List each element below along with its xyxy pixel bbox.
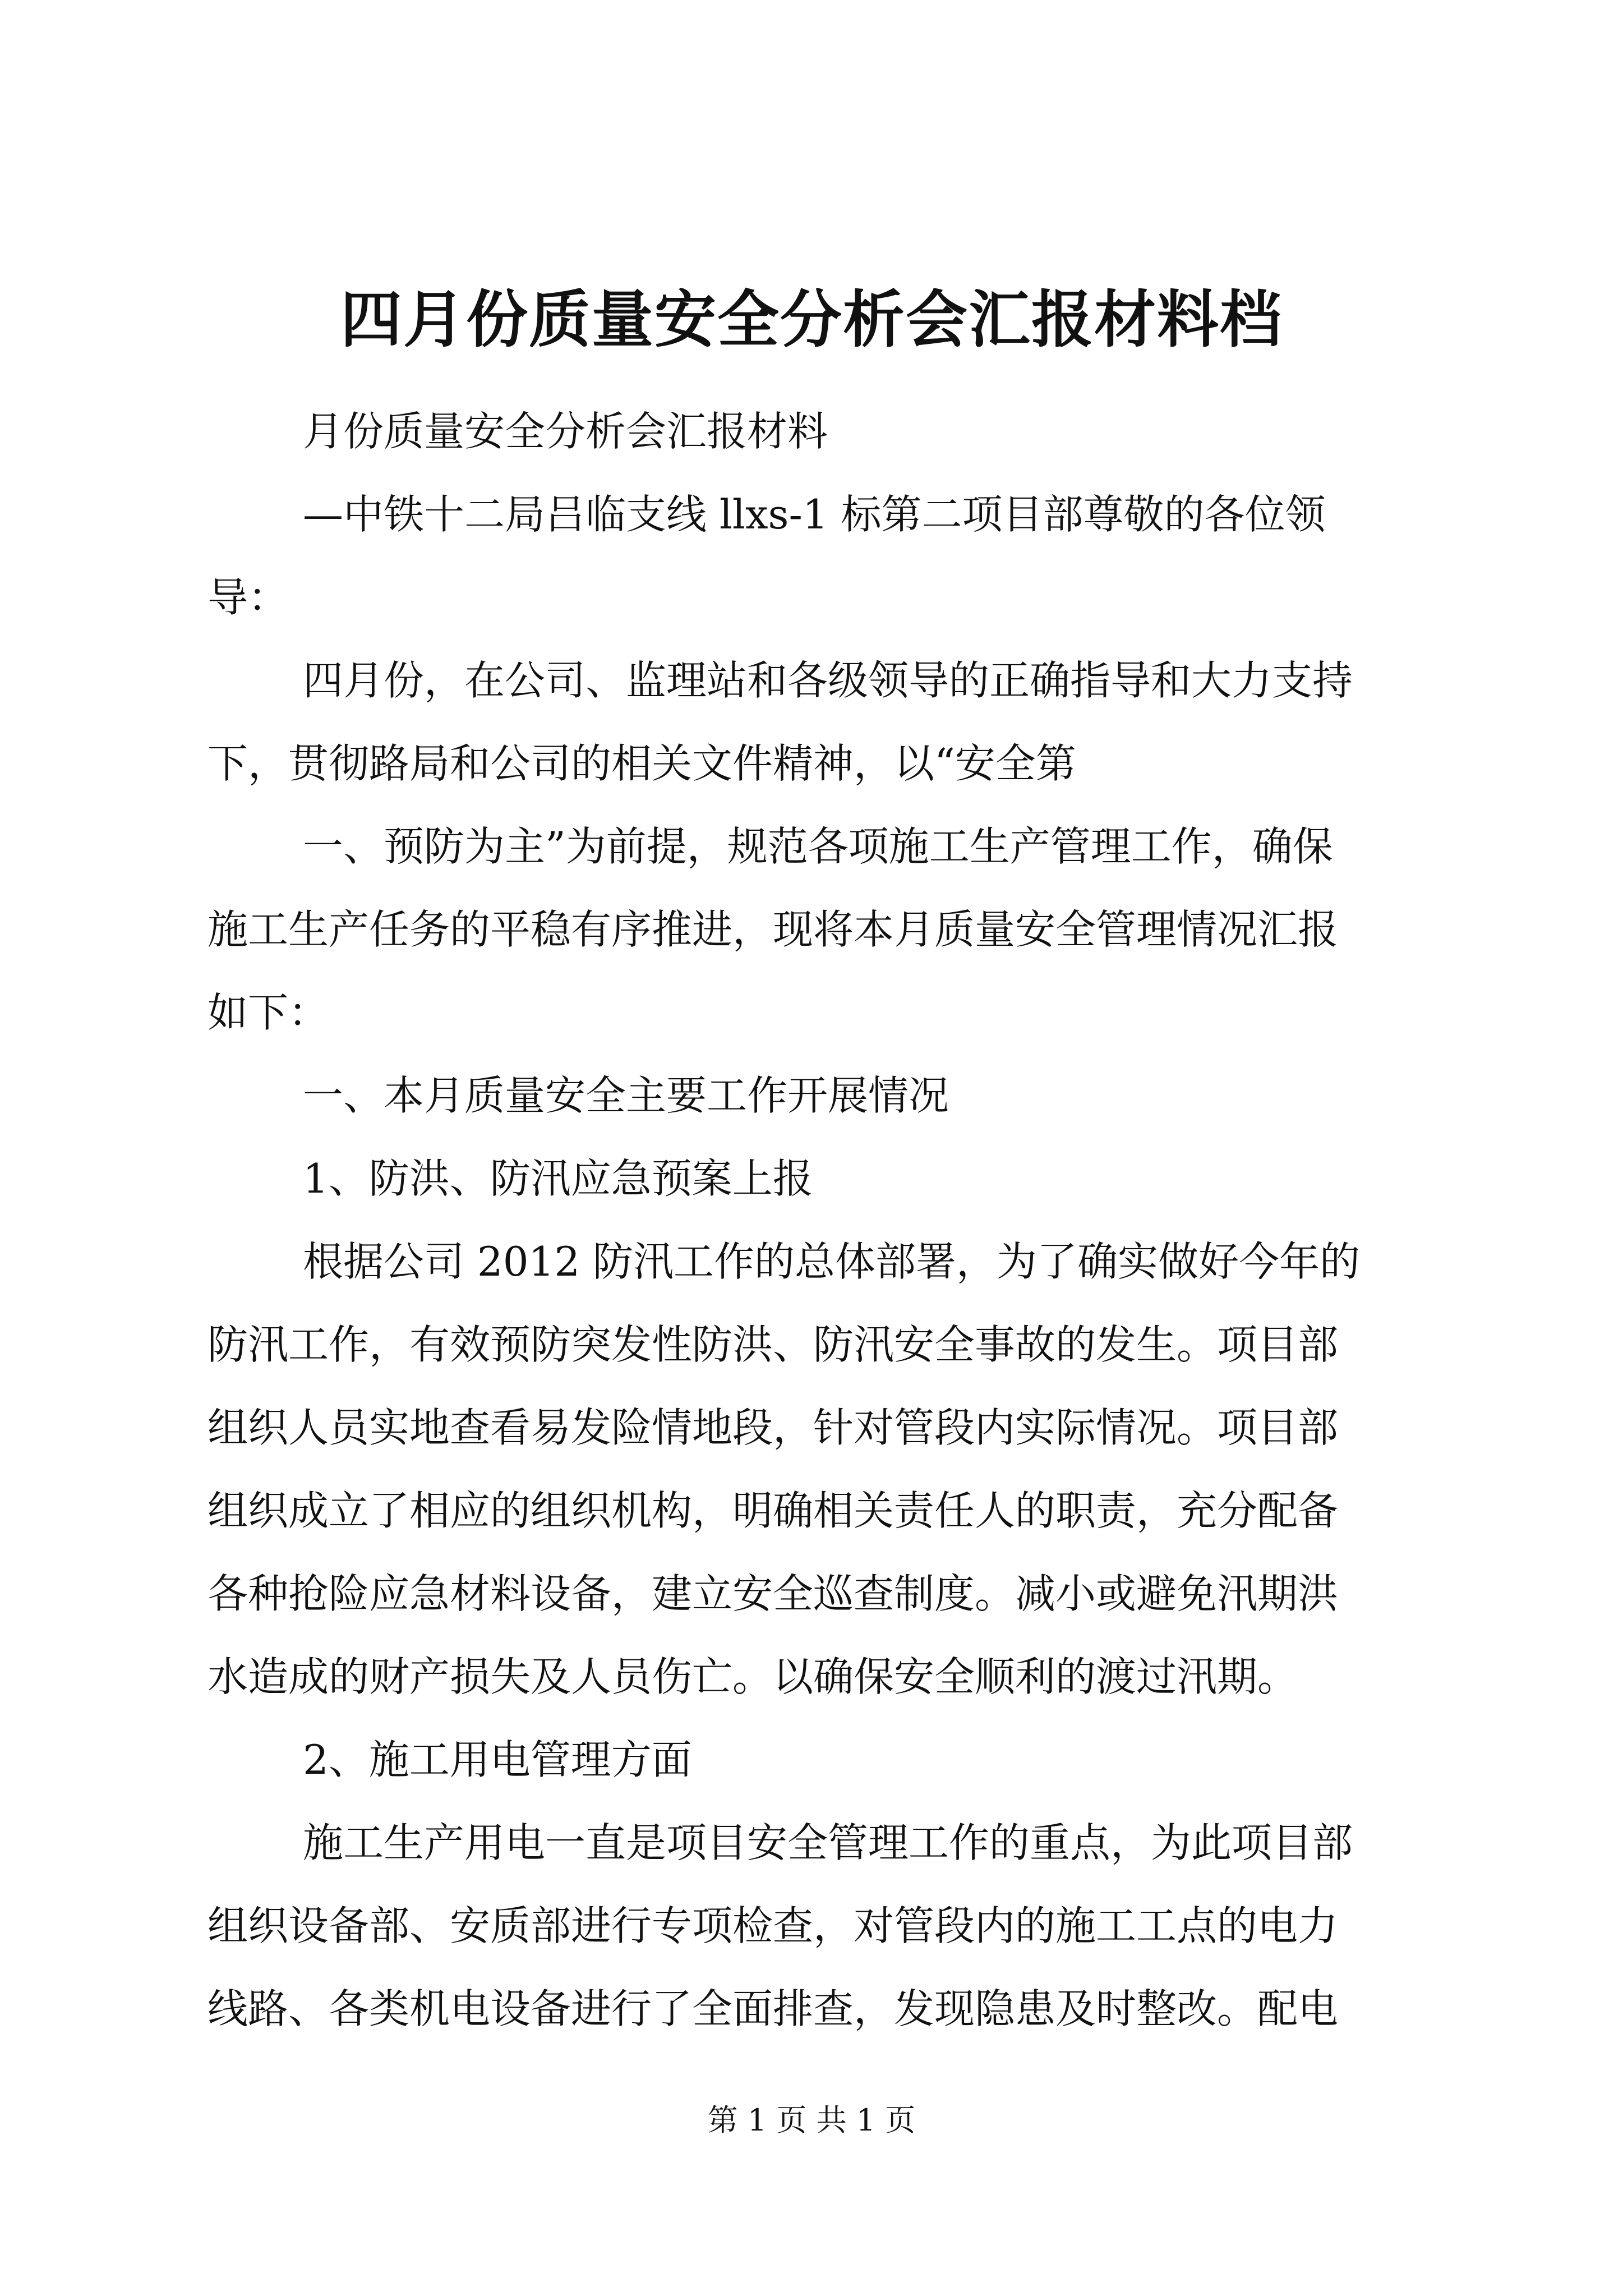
subsection-heading: 2、施工用电管理方面 xyxy=(303,1736,692,1783)
paragraph-line: 组织人员实地查看易发险情地段，针对管段内实际情况。项目部 xyxy=(208,1404,1339,1451)
page-footer: 第 1 页 共 1 页 xyxy=(707,2102,916,2138)
section-heading: 一、本月质量安全主要工作开展情况 xyxy=(303,1072,949,1119)
paragraph-line: 水造成的财产损失及人员伤亡。以确保安全顺利的渡过汛期。 xyxy=(208,1653,1298,1700)
paragraph-line: 一、预防为主”为前提，规范各项施工生产管理工作，确保 xyxy=(303,823,1333,870)
paragraph-line: 下，贯彻路局和公司的相关文件精神，以“安全第 xyxy=(208,740,1076,787)
paragraph-line: 组织设备部、安质部进行专项检查，对管段内的施工工点的电力 xyxy=(208,1902,1339,1949)
paragraph-line: 各种抢险应急材料设备，建立安全巡查制度。减小或避免汛期洪 xyxy=(208,1570,1339,1617)
paragraph-line: 组织成立了相应的组织机构，明确相关责任人的职责，充分配备 xyxy=(208,1487,1339,1534)
paragraph-line: 线路、各类机电设备进行了全面排查，发现隐患及时整改。配电 xyxy=(208,1985,1339,2032)
paragraph-line: 施工生产任务的平稳有序推进，现将本月质量安全管理情况汇报 xyxy=(208,906,1339,953)
paragraph-line: 四月份，在公司、监理站和各级领导的正确指导和大力支持 xyxy=(303,657,1353,704)
paragraph-line: 根据公司 2012 防汛工作的总体部署，为了确实做好今年的 xyxy=(303,1238,1361,1285)
paragraph-line: 施工生产用电一直是项目安全管理工作的重点，为此项目部 xyxy=(303,1819,1353,1866)
document-body xyxy=(208,390,1424,2050)
document-title: 四月份质量安全分析会汇报材料档 xyxy=(340,283,1283,356)
paragraph-line: 如下： xyxy=(208,989,329,1036)
paragraph-line: 月份质量安全分析会汇报材料 xyxy=(303,408,828,455)
paragraph-line: 防汛工作，有效预防突发性防洪、防汛安全事故的发生。项目部 xyxy=(208,1321,1339,1368)
subsection-heading: 1、防洪、防汛应急预案上报 xyxy=(303,1155,813,1202)
paragraph-line: —中铁十二局吕临支线 llxs-1 标第二项目部尊敬的各位领 xyxy=(303,491,1326,538)
paragraph-line: 导： xyxy=(208,574,289,621)
